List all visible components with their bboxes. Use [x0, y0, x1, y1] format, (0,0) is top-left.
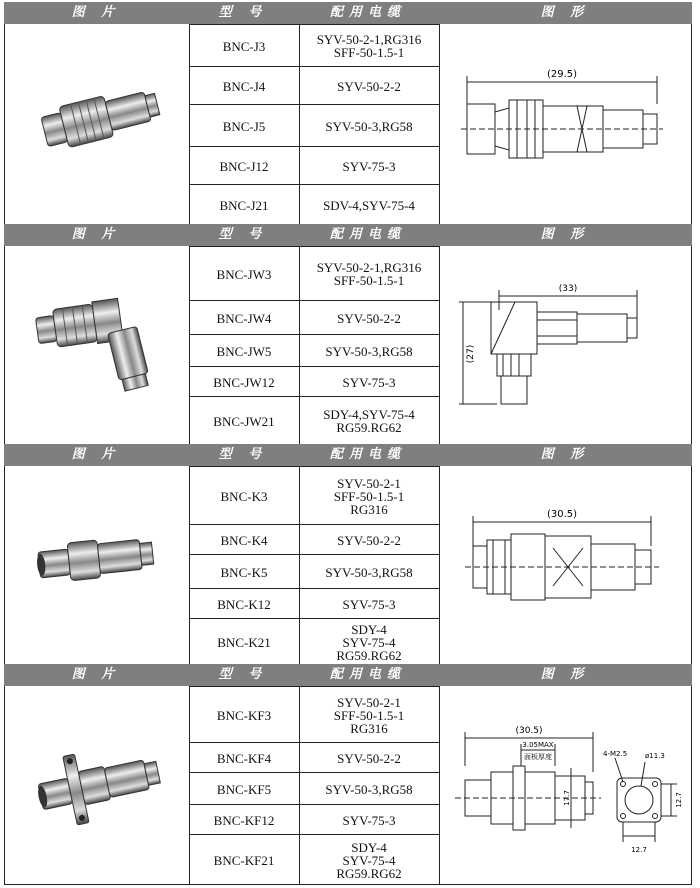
cable-cell: SYV-50-2-2: [337, 78, 401, 94]
table-row: [189, 396, 439, 445]
connector-photo: [19, 520, 175, 600]
cable-cell: SYV-50-3,RG58: [325, 343, 413, 359]
model-cell: BNC-K5: [220, 564, 268, 580]
header-model: 型 号: [218, 5, 268, 20]
header-drawing: 图 形: [540, 227, 590, 242]
model-cell: BNC-J4: [222, 78, 266, 94]
cable-cell: SDY-4 SYV-75-4 RG59.RG62: [336, 621, 402, 663]
model-cell: BNC-JW21: [213, 413, 275, 429]
model-cell: BNC-JW12: [213, 374, 275, 390]
table-row: [189, 66, 439, 105]
dimension-drawing: [457, 506, 667, 616]
section-bnc-jw: [4, 246, 692, 445]
model-cell: BNC-KF21: [213, 852, 275, 868]
table-row: [189, 524, 439, 555]
table-row: [189, 184, 439, 225]
model-cell: BNC-KF3: [216, 707, 272, 723]
dimension-length-label: (30.5): [546, 509, 578, 520]
table-row: [189, 686, 439, 743]
cable-cell: SYV-50-2-1 SFF-50-1.5-1 RG316: [333, 475, 405, 517]
table-row: [189, 804, 439, 835]
model-cell: BNC-K21: [217, 634, 271, 650]
header-photo: 图 片: [71, 5, 121, 20]
table-row: [189, 772, 439, 805]
connector-photo: [19, 74, 175, 164]
connector-photo: [19, 286, 175, 396]
model-cell: BNC-J5: [222, 118, 266, 134]
dimension-drawing: [445, 706, 685, 866]
cable-cell: SDV-4,SYV-75-4: [323, 197, 415, 213]
table-row: [189, 24, 439, 67]
table-row: [189, 104, 439, 147]
dimension-length-label: (33): [558, 284, 578, 294]
cable-cell: SDY-4,SYV-75-4 RG59.RG62: [323, 407, 415, 435]
dimension-holes-label: 4-M2.5: [603, 750, 628, 758]
table-row: [189, 146, 439, 185]
model-cell: BNC-J12: [219, 158, 269, 174]
header-photo: 图 片: [71, 447, 121, 462]
dimension-panel-label: 3.05MAX: [522, 741, 554, 749]
header-drawing: 图 形: [540, 5, 590, 20]
header-photo: 图 片: [71, 667, 121, 682]
header-model: 型 号: [218, 227, 268, 242]
cable-cell: SYV-50-2-1,RG316 SFF-50-1.5-1: [316, 32, 422, 60]
dimension-panel-note: 面板厚度: [524, 753, 552, 761]
cable-cell: SYV-50-2-2: [337, 310, 401, 326]
table-row: [189, 742, 439, 773]
model-cell: BNC-J21: [219, 197, 269, 213]
dimension-width-label: 12.7: [631, 846, 647, 854]
cable-cell: SYV-50-3,RG58: [325, 118, 413, 134]
model-cell: BNC-K4: [220, 532, 268, 548]
header-photo: 图 片: [71, 227, 121, 242]
cable-cell: SDY-4 SYV-75-4 RG59.RG62: [336, 839, 402, 881]
header-drawing: 图 形: [540, 667, 590, 682]
header-cable: 配用电缆: [329, 447, 406, 462]
table-header: [4, 664, 692, 686]
table-header: [4, 444, 692, 466]
product-sheet: [4, 2, 692, 884]
header-cable: 配用电缆: [329, 227, 406, 242]
table-row: [189, 834, 439, 885]
cable-cell: SYV-50-2-2: [337, 532, 401, 548]
table-row: [189, 466, 439, 525]
cable-cell: SYV-50-3,RG58: [325, 781, 413, 797]
dimension-diameter-label: ø11.3: [645, 752, 665, 760]
header-cable: 配用电缆: [329, 5, 406, 20]
table-row: [189, 366, 439, 397]
header-drawing: 图 形: [540, 447, 590, 462]
cable-cell: SYV-50-2-1,RG316 SFF-50-1.5-1: [316, 260, 422, 288]
model-cell: BNC-KF4: [216, 750, 272, 766]
section-bnc-k: [4, 466, 692, 665]
connector-photo: [19, 728, 175, 838]
header-model: 型 号: [218, 447, 268, 462]
model-cell: BNC-J3: [222, 38, 266, 54]
cable-cell: SYV-75-3: [342, 374, 396, 390]
model-cell: BNC-K12: [217, 596, 271, 612]
section-bnc-kf: [4, 686, 692, 885]
table-header: [4, 224, 692, 246]
model-cell: BNC-JW5: [216, 343, 272, 359]
table-row: [189, 554, 439, 589]
header-model: 型 号: [218, 667, 268, 682]
dimension-length-label: (29.5): [546, 69, 578, 80]
table-row: [189, 588, 439, 619]
header-cable: 配用电缆: [329, 667, 406, 682]
dimension-height-label: 12.7: [675, 792, 683, 808]
model-cell: BNC-JW3: [216, 266, 272, 282]
cable-cell: SYV-75-3: [342, 158, 396, 174]
table-row: [189, 300, 439, 335]
table-row: [189, 618, 439, 665]
dimension-drawing: [457, 64, 667, 184]
dimension-height-label: (27): [466, 344, 476, 364]
table-row: [189, 334, 439, 367]
cable-cell: SYV-75-3: [342, 812, 396, 828]
cable-cell: SYV-50-3,RG58: [325, 564, 413, 580]
cable-cell: SYV-75-3: [342, 596, 396, 612]
dimension-drawing: [457, 276, 657, 416]
cable-cell: SYV-50-2-1 SFF-50-1.5-1 RG316: [333, 694, 405, 736]
dimension-flange-label: 17.7: [563, 790, 571, 806]
table-row: [189, 246, 439, 301]
model-cell: BNC-KF5: [216, 781, 272, 797]
table-header: [4, 2, 692, 24]
cable-cell: SYV-50-2-2: [337, 750, 401, 766]
model-cell: BNC-JW4: [216, 310, 272, 326]
section-bnc-j: [4, 24, 692, 225]
dimension-length-label: (30.5): [515, 726, 543, 736]
model-cell: BNC-KF12: [213, 812, 275, 828]
model-cell: BNC-K3: [220, 488, 268, 504]
